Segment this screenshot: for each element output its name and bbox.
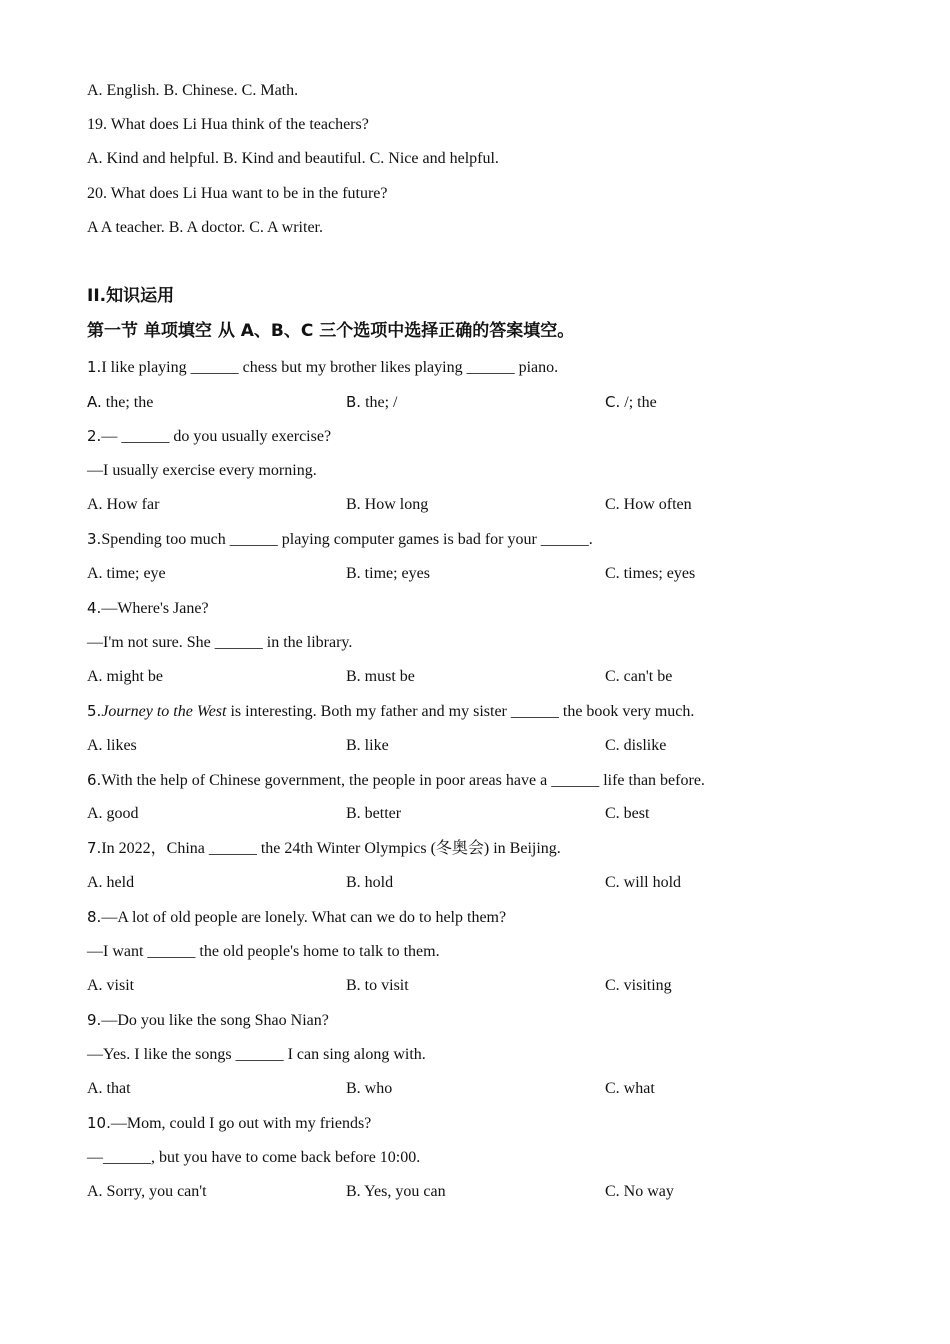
option-c: C. times; eyes: [605, 565, 696, 582]
question-number: 8.: [87, 908, 102, 926]
question-6: [87, 770, 705, 791]
question-20: 20. What does Li Hua want to be in the future?: [87, 185, 388, 202]
option-c: C. will hold: [605, 874, 682, 891]
book-title: Journey to the West: [101, 703, 227, 720]
option-c: C. can't be: [605, 668, 673, 685]
question-text: In 2022，China ______ the 24th Winter Olympics (冬奥会) in Beijing.: [101, 840, 561, 857]
question-8: [87, 907, 506, 928]
options-3: [87, 564, 887, 584]
option-b: B. How long: [346, 496, 429, 513]
option-a: A. might be: [87, 668, 163, 685]
options-9: [87, 1079, 887, 1099]
question-7: [87, 838, 561, 859]
section-subtitle: 第一节 单项填空 从 A、B、C 三个选项中选择正确的答案填空。: [87, 321, 575, 341]
options-8: [87, 976, 887, 996]
option-b: B. time; eyes: [346, 565, 430, 582]
question-text: —Where's Jane?: [101, 600, 209, 617]
question-19: 19. What does Li Hua think of the teachers?: [87, 116, 369, 133]
options-5: [87, 736, 887, 756]
options-10: [87, 1182, 887, 1202]
options-6: [87, 804, 887, 824]
question-text: is interesting. Both my father and my sister ______ the book very much.: [226, 703, 695, 720]
section-title: II.知识运用: [87, 286, 175, 306]
option-a: A. held: [87, 874, 135, 891]
question-10-reply: —______, but you have to come back before 10:00.: [87, 1149, 421, 1166]
question-text: — ______ do you usually exercise?: [101, 428, 332, 445]
option-a: A. that: [87, 1080, 131, 1097]
option-c: C. best: [605, 805, 650, 822]
question-number: 6.: [87, 771, 102, 789]
option-a: A. the; the: [87, 393, 154, 411]
question-3: [87, 529, 593, 550]
question-10: [87, 1113, 371, 1134]
question-9-reply: —Yes. I like the songs ______ I can sing along with.: [87, 1046, 426, 1063]
options-18: A. English. B. Chinese. C. Math.: [87, 82, 299, 99]
question-number: 3.: [87, 530, 102, 548]
options-19: A. Kind and helpful. B. Kind and beautiful. C. Nice and helpful.: [87, 150, 499, 167]
question-2-reply: —I usually exercise every morning.: [87, 462, 317, 479]
option-a: A. likes: [87, 737, 137, 754]
question-text: Spending too much ______ playing computer games is bad for your ______.: [101, 531, 593, 548]
option-c: C. /; the: [605, 393, 657, 411]
question-text: I like playing ______ chess but my brother likes playing ______ piano.: [101, 359, 559, 376]
option-c: C. visiting: [605, 977, 672, 994]
question-1: [87, 357, 558, 378]
option-b: B. like: [346, 737, 389, 754]
options-4: [87, 667, 887, 687]
option-a: A. good: [87, 805, 139, 822]
question-number: 1.: [87, 358, 102, 376]
option-b: B. better: [346, 805, 402, 822]
question-5: [87, 701, 694, 722]
question-number: 9.: [87, 1011, 102, 1029]
option-b: B. hold: [346, 874, 394, 891]
question-text: With the help of Chinese government, the people in poor areas have a ______ life than before.: [101, 772, 705, 789]
option-a: A. visit: [87, 977, 135, 994]
question-text: —Do you like the song Shao Nian?: [101, 1012, 329, 1029]
option-b: B. Yes, you can: [346, 1183, 446, 1200]
question-text: —Mom, could I go out with my friends?: [110, 1115, 372, 1132]
option-b: B. must be: [346, 668, 415, 685]
question-number: 5.: [87, 702, 102, 720]
question-number: 4.: [87, 599, 102, 617]
option-a: A. time; eye: [87, 565, 166, 582]
option-b: B. who: [346, 1080, 393, 1097]
option-c: C. what: [605, 1080, 655, 1097]
question-9: [87, 1010, 329, 1031]
options-20: A A teacher. B. A doctor. C. A writer.: [87, 219, 323, 236]
option-a: A. How far: [87, 496, 160, 513]
question-2: [87, 426, 331, 447]
question-number: 2.: [87, 427, 102, 445]
question-8-reply: —I want ______ the old people's home to talk to them.: [87, 943, 440, 960]
option-c: C. No way: [605, 1183, 674, 1200]
option-b: B. the; /: [346, 393, 398, 411]
question-4-reply: —I'm not sure. She ______ in the library.: [87, 634, 353, 651]
options-7: [87, 873, 887, 893]
option-a: A. Sorry, you can't: [87, 1183, 207, 1200]
option-c: C. dislike: [605, 737, 667, 754]
options-1: [87, 392, 887, 412]
option-c: C. How often: [605, 496, 692, 513]
options-2: [87, 495, 887, 515]
question-4: [87, 598, 209, 619]
option-b: B. to visit: [346, 977, 409, 994]
question-number: 10.: [87, 1114, 111, 1132]
question-text: —A lot of old people are lonely. What can we do to help them?: [101, 909, 507, 926]
question-number: 7.: [87, 839, 102, 857]
